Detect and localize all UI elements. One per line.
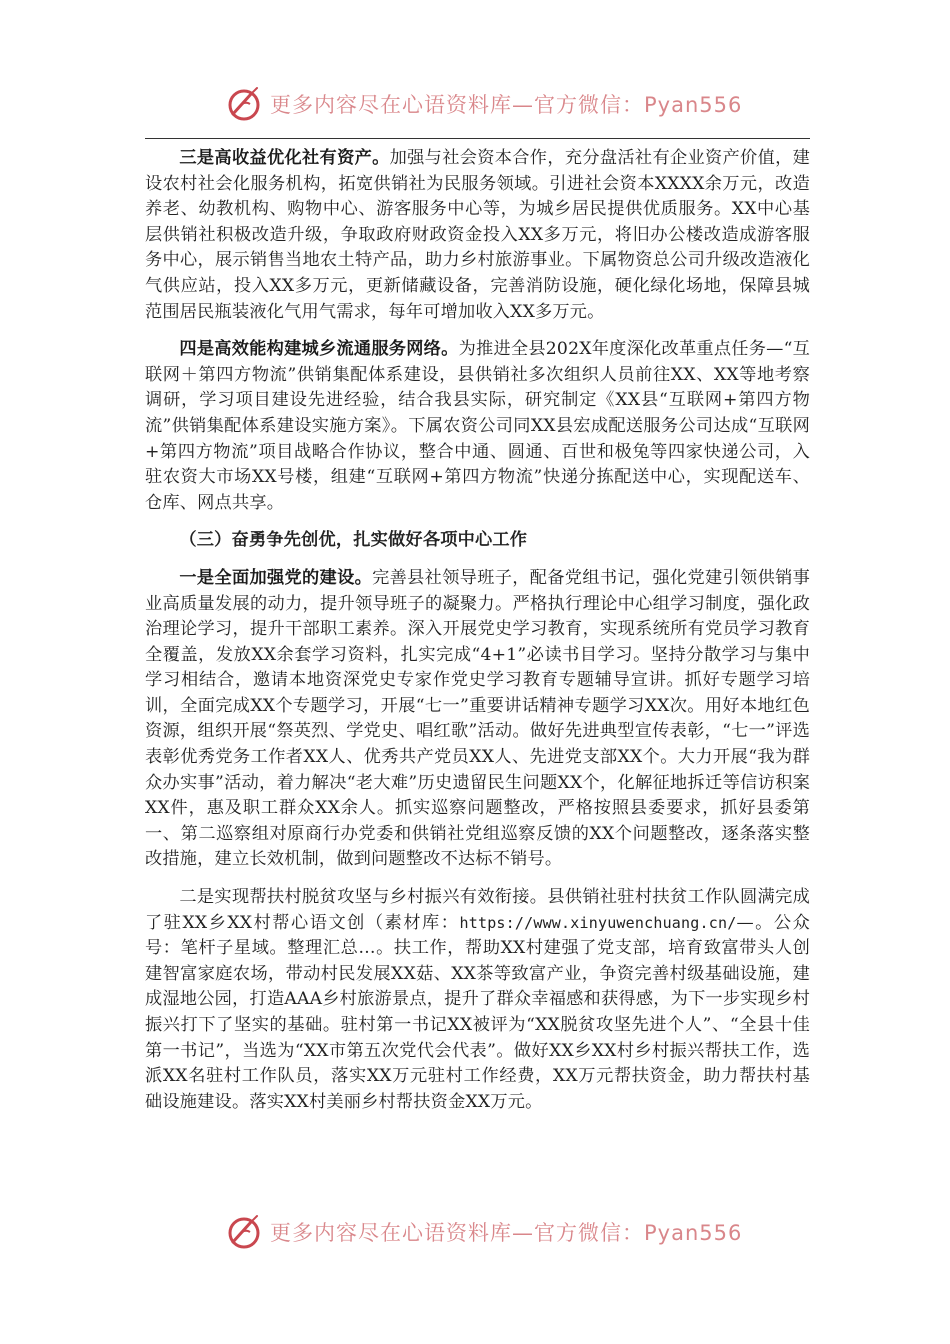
paragraph-lead: 三是高收益优化社有资产。 bbox=[179, 148, 390, 168]
paragraph-text: 加强与社会资本合作，充分盘活社有企业资产价值，建设农村社会化服务机构，拓宽供销社为民服务领域。引进社会资本XXXX余万元，改造养老、幼教机构、购物中心、游客服务中心等，为城乡居民提供优质服务。XX中心基层供销社积极改造升级，争取政府财政资金投入XX多万元，将旧办公楼改造成游客服务中心，展示销售当地农土特产品，助力乡村旅游事业。下属物资总公司升级改造液化气供应站，投入XX多万元，更新储藏设备，完善消防设施，硬化绿化场地，保障县城范围居民瓶装液化气用气需求，每年可增加收入XX多万元。 bbox=[145, 148, 810, 322]
section-heading: （三）奋勇争先创优，扎实做好各项中心工作 bbox=[179, 530, 528, 551]
paragraph bbox=[145, 566, 810, 873]
paragraph-text: 二是实现帮扶村脱贫攻坚与乡村振兴有效衔接。县供销社驻村扶贫工作队圆满完成了驻XX乡XX村帮心语文创（素材库： bbox=[145, 887, 810, 933]
paragraph-lead: 四是高效能构建城乡流通服务网络。 bbox=[179, 339, 459, 360]
banner-text: 更多内容尽在心语资料库—官方微信：Pyan556 bbox=[270, 1221, 743, 1245]
banner-text: 更多内容尽在心语资料库—官方微信：Pyan556 bbox=[270, 93, 743, 117]
paragraph-text: 完善县社领导班子，配备党组书记，强化党建引领供销事业高质量发展的动力，提升领导班子的凝聚力。严格执行理论中心组学习制度，强化政治理论学习，提升干部职工素养。深入开展党史学习教育，实现系统所有党员学习教育全覆盖，发放XX余套学习资料，扎实完成“4+1”必读书目学习。坚持分散学习与集中学习相结合，邀请本地资深党史专家作党史学习教育专题辅导宣讲。抓好专题学习培训，全面完成XX个专题学习，开展“七一”重要讲话精神专题学习XX次。用好本地红色资源，组织开展“祭英烈、学党史、唱红歌”活动。做好先进典型宣传表彰，“七一”评选表彰优秀党务工作者XX人、优秀共产党员XX人、先进党支部XX个。大力开展“我为群众办实事”活动，着力解决“老大难”历史遗留民生问题XX个，化解征地拆迁等信访积案XX件，惠及职工群众XX余人。抓实巡察问题整改，严格按照县委要求，抓好县委第一、第二巡察组对原商行办党委和供销社党组巡察反馈的XX个问题整改，逐条落实整改措施，建立长效机制，做到问题整改不达标不销号。 bbox=[145, 567, 810, 870]
paragraph-text: 为推进全县202X年度深化改革重点任务—“互联网＋第四方物流”供销集配体系建设，县供销社多次组织人员前往XX、XX等地考察调研，学习项目建设先进经验，结合我县实际，研究制定《XX县“互联网+第四方物流”供销集配体系建设实施方案》。下属农资公司同XX县宏成配送服务公司达成“互联网+第四方物流”项目战略合作协议，整合中通、圆通、百世和极兔等四家快递公司，入驻农资大市场XX号楼，组建“互联网+第四方物流”快递分拣配送中心，实现配送车、仓库、网点共享。 bbox=[145, 339, 811, 513]
header-banner bbox=[0, 82, 950, 126]
paragraph-text: —。公众号：笔杆子星域。整理汇总…。扶工作，帮助XX村建强了党支部，培育致富带头人创建智富家庭农场，带动村民发展XX菇、XX茶等致富产业，争资完善村级基础设施，建成湿地公园，打造AAA乡村旅游景点，提升了群众幸福感和获得感，为下一步实现乡村振兴打下了坚实的基础。驻村第一书记XX被评为“XX脱贫攻坚先进个人”、“全县十佳第一书记”，当选为“XX市第五次党代会代表”。做好XX乡XX村乡村振兴帮扶工作，选派XX名驻村工作队员，落实XX万元驻村工作经费，XX万元帮扶资金，助力帮扶村基础设施建设。落实XX村美丽乡村帮扶资金XX万元。 bbox=[145, 912, 810, 1112]
footer-banner bbox=[0, 1210, 950, 1254]
paragraph bbox=[145, 885, 810, 1115]
header-divider bbox=[145, 138, 810, 139]
brand-logo-icon bbox=[224, 1212, 264, 1252]
paragraph-lead: 一是全面加强党的建设。 bbox=[179, 567, 373, 588]
source-url: https://www.xinyuwenchuang.cn/ bbox=[459, 913, 737, 932]
paragraph bbox=[145, 337, 810, 516]
brand-logo-icon bbox=[224, 84, 264, 124]
document-body bbox=[145, 146, 810, 1115]
paragraph bbox=[145, 146, 810, 325]
